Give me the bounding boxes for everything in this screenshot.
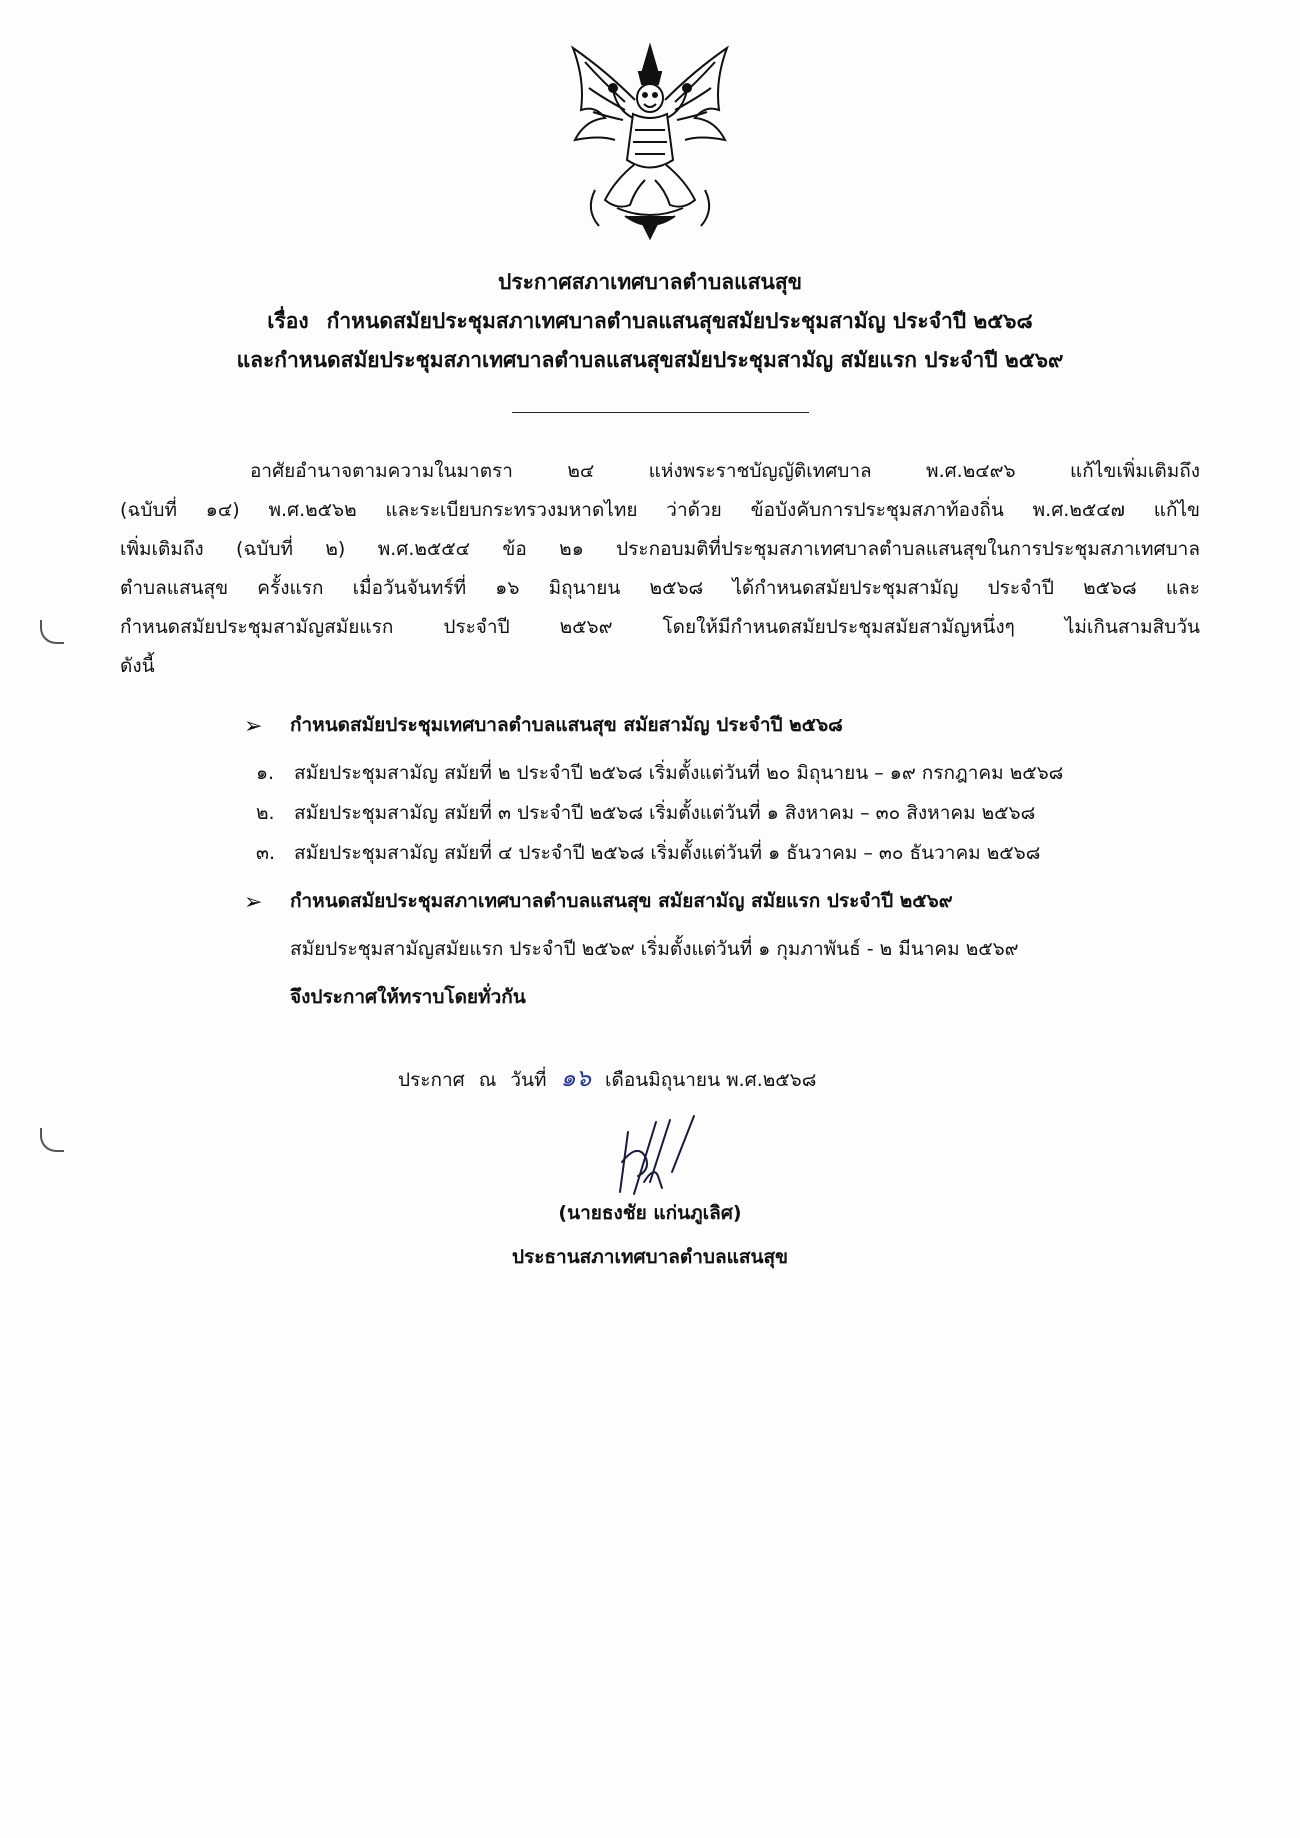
subject-line-1 [0,305,1300,338]
list-item [256,758,1063,788]
body-line: เพิ่มเติมถึง (ฉบับที่ ๒) พ.ศ.๒๕๕๔ ข้อ ๒๑ ประกอบมติที่ประชุมสภาเทศบาลตำบลแสนสุขในการประชุมสภาเทศบาล [120,538,1200,560]
list-item-text: สมัยประชุมสามัญ สมัยที่ ๒ ประจำปี ๒๕๖๘ เริ่มตั้งแต่วันที่ ๒๐ มิถุนายน – ๑๙ กรกฎาคม ๒๕๖๘ [294,762,1064,784]
list-item-text: สมัยประชุมสามัญ สมัยที่ ๓ ประจำปี ๒๕๖๘ เริ่มตั้งแต่วันที่ ๑ สิงหาคม – ๓๐ สิงหาคม ๒๕๖๘ [294,802,1036,824]
list-item-number: ๓. [256,842,276,864]
closing-statement: จึงประกาศให้ทราบโดยทั่วกัน [290,986,526,1008]
punch-hole-mark [40,1128,64,1152]
list-item-number: ๑. [256,762,275,784]
announce-day-label: วันที่ [510,1069,547,1091]
section-2-heading [244,886,953,916]
header-divider [512,412,809,413]
section-2-detail: สมัยประชุมสามัญสมัยแรก ประจำปี ๒๕๖๙ เริ่มตั้งแต่วันที่ ๑ กุมภาพันธ์ - ๒ มีนาคม ๒๕๖๙ [290,938,1019,960]
body-line: อาศัยอำนาจตามความในมาตรา ๒๔ แห่งพระราชบัญญัติเทศบาล พ.ศ.๒๔๙๖ แก้ไขเพิ่มเติมถึง [250,460,1200,482]
announce-at: ณ [478,1069,497,1091]
signer-name: (นายธงชัย แก่นภูเลิศ) [558,1202,742,1224]
announce-prefix: ประกาศ [398,1069,465,1091]
body-line: ตำบลแสนสุข ครั้งแรก เมื่อวันจันทร์ที่ ๑๖ มิถุนายน ๒๕๖๘ ได้กำหนดสมัยประชุมสามัญ ประจำปี ๒๕๖๘ และ [120,577,1200,599]
arrow-bullet-icon: ➢ [244,890,263,915]
section-1-heading-text: กำหนดสมัยประชุมเทศบาลตำบลแสนสุข สมัยสามัญ ประจำปี ๒๕๖๘ [290,714,843,736]
body-line: กำหนดสมัยประชุมสามัญสมัยแรก ประจำปี ๒๕๖๙ โดยให้มีกำหนดสมัยประชุมสมัยสามัญหนึ่งๆ ไม่เกินสามสิบวัน [120,616,1200,638]
list-item [256,838,1040,868]
subject-text-1: กำหนดสมัยประชุมสภาเทศบาลตำบลแสนสุขสมัยประชุมสามัญ ประจำปี ๒๕๖๘ [326,309,1033,333]
arrow-bullet-icon: ➢ [244,714,263,739]
list-item-number: ๒. [256,802,275,824]
body-line: ดังนี้ [120,655,155,677]
announce-month-year: เดือนมิถุนายน พ.ศ.๒๕๖๘ [605,1069,817,1091]
list-item-text: สมัยประชุมสามัญ สมัยที่ ๔ ประจำปี ๒๕๖๘ เริ่มตั้งแต่วันที่ ๑ ธันวาคม – ๓๐ ธันวาคม ๒๕๖๘ [294,842,1041,864]
section-2-heading-text: กำหนดสมัยประชุมสภาเทศบาลตำบลแสนสุข สมัยสามัญ สมัยแรก ประจำปี ๒๕๖๙ [290,890,953,912]
section-1-heading [244,710,843,740]
subject-line-2: และกำหนดสมัยประชุมสภาเทศบาลตำบลแสนสุขสมัยประชุมสามัญ สมัยแรก ประจำปี ๒๕๖๙ [236,348,1064,372]
signature-icon [598,1112,708,1202]
announcement-date [398,1058,816,1097]
body-line: (ฉบับที่ ๑๔) พ.ศ.๒๕๖๒ และระเบียบกระทรวงมหาดไทย ว่าด้วย ข้อบังคับการประชุมสภาท้องถิ่น พ.ศ.๒๕๔๗ แก้ไข [120,499,1200,521]
announcement-title: ประกาศสภาเทศบาลตำบลแสนสุข [497,270,803,294]
punch-hole-mark [40,620,64,644]
subject-label: เรื่อง [267,309,309,333]
handwritten-day: ๑๖ [560,1064,592,1092]
list-item [256,798,1035,828]
garuda-emblem-icon [555,40,745,240]
body-paragraph [120,452,1200,686]
signer-title: ประธานสภาเทศบาลตำบลแสนสุข [511,1246,789,1268]
